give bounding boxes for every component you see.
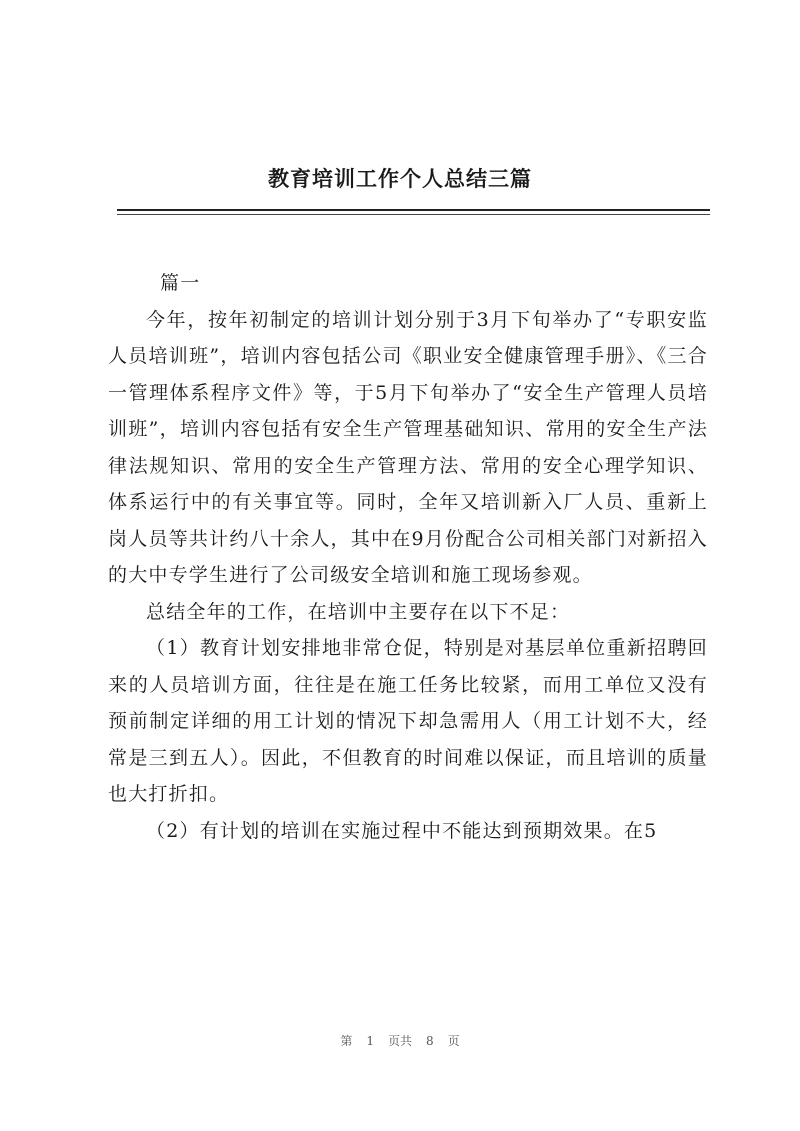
document-body xyxy=(108,265,708,849)
title-divider xyxy=(117,209,710,211)
section-heading: 篇一 xyxy=(160,272,201,294)
page-title: 教育培训工作个人总结三篇 xyxy=(268,167,532,191)
footer-page-middle: 页共 xyxy=(387,1034,412,1048)
page-footer xyxy=(0,1032,800,1049)
footer-page-suffix: 页 xyxy=(447,1034,460,1048)
title-divider-thin xyxy=(117,214,710,215)
paragraph-4: （2）有计划的培训在实施过程中不能达到预期效果。在5 xyxy=(146,819,658,842)
footer-page-number: 1 xyxy=(366,1034,374,1048)
paragraph-2: 总结全年的工作，在培训中主要存在以下不足： xyxy=(146,600,571,623)
paragraph-1: 今年，按年初制定的培训计划分别于3月下旬举办了“专职安监人员培训班”，培训内容包括公司《职业安全健康管理手册》、《三合一管理体系程序文件》等，于5月下旬举办了“安全生产管理人员培训班”，培训内容包括有安全生产管理基础知识、常用的安全生产法律法规知识、常用的安全生产管理方法、常用的安全心理学知识、体系运行中的有关事宜等。同时，全年又培训新入厂人员、重新上岗人员等共计约八十余人，其中在9月份配合公司相关部门对新招入的大中专学生进行了公司级安全培训和施工现场参观。 xyxy=(108,308,708,586)
footer-total-pages: 8 xyxy=(426,1034,434,1048)
paragraph-3: （1）教育计划安排地非常仓促，特别是对基层单位重新招聘回来的人员培训方面，往往是在施工任务比较紧，而用工单位又没有预前制定详细的用工计划的情况下却急需用人（用工计划不大，经常是三到五人）。因此，不但教育的时间难以保证，而且培训的质量也大打折扣。 xyxy=(108,637,708,805)
footer-page-prefix: 第 xyxy=(340,1034,353,1048)
